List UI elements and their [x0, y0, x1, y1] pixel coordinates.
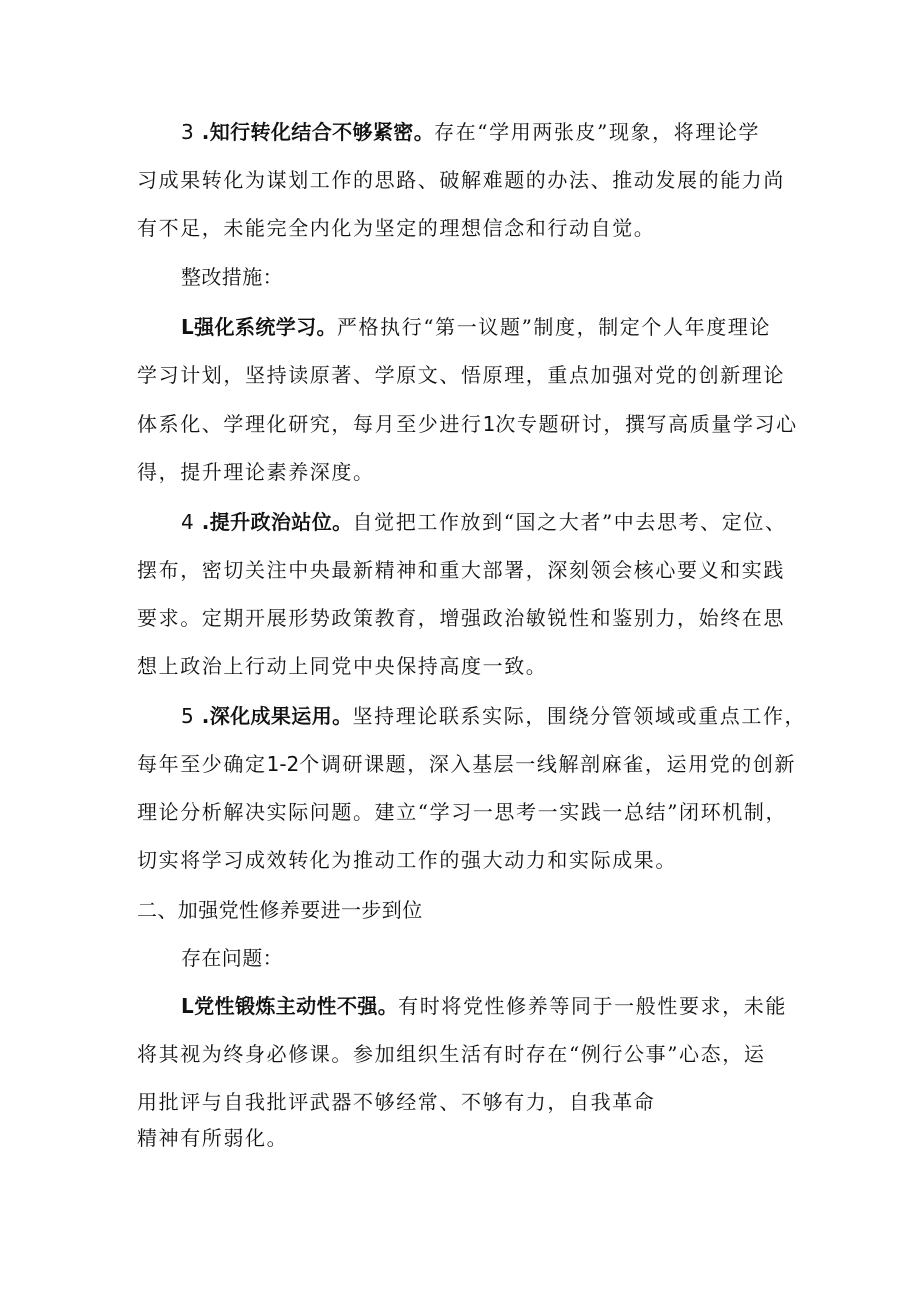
measure-1-title: L强化系统学习。 [181, 315, 337, 339]
measure-5-line-3: 理论分析解决实际问题。建立“学习一思考一实践一总结”闭环机制， [137, 800, 788, 824]
problem-1-title: L党性锻炼主动性不强。 [181, 994, 399, 1018]
problem-1-line-1: L党性锻炼主动性不强。有时将党性修养等同于一般性要求，未能 [181, 994, 787, 1018]
measure-1-line-2: 学习计划，坚持读原著、学原文、悟原理，重点加强对党的创新理论 [137, 363, 785, 387]
measure-1-line-4: 得，提升理论素养深度。 [137, 460, 375, 484]
measure-5-title: .深化成果运用。 [201, 704, 353, 728]
measure-1-line-1: L强化系统学习。严格执行“第一议题”制度，制定个人年度理论 [181, 315, 772, 339]
measure-1-line-3: 体系化、学理化研究，每月至少进行1次专题研讨，撰写高质量学习心 [137, 412, 798, 436]
measure-5-line-2: 每年至少确定1-2个调研课题，深入基层一线解剖麻雀，运用党的创新 [137, 752, 797, 776]
measure-5-line-1: 5 .深化成果运用。坚持理论联系实际，围绕分管领域或重点工作， [181, 704, 807, 728]
section-2-heading: 二、加强党性修养要进一步到位 [137, 898, 423, 922]
paragraph-3-line-3: 有不足，未能完全内化为坚定的理想信念和行动自觉。 [137, 216, 656, 240]
measure-4-line-4: 想上政治上行动上同党中央保持高度一致。 [137, 654, 548, 678]
measure-4-line-1: 4 .提升政治站位。自觉把工作放到“国之大者”中去思考、定位、 [181, 510, 787, 534]
measure-4-line-3: 要求。定期开展形势政策教育，增强政治敏锐性和鉴别力，始终在思 [137, 606, 785, 630]
measures-heading: 整改措施： [181, 265, 283, 289]
paragraph-3-line-2: 习成果转化为谋划工作的思路、破解难题的办法、推动发展的能力尚 [137, 168, 785, 192]
paragraph-3-title: .知行转化结合不够紧密。 [201, 120, 435, 144]
paragraph-3-line-1: 3 .知行转化结合不够紧密。存在“学用两张皮”现象，将理论学 [181, 120, 761, 144]
problem-1-line-3: 用批评与自我批评武器不够经常、不够有力，自我革命 [137, 1090, 656, 1114]
measure-5-line-4: 切实将学习成效转化为推动工作的强大动力和实际成果。 [137, 848, 677, 872]
problem-1-line-2: 将其视为终身必修课。参加组织生活有时存在“例行公事”心态，运 [137, 1042, 766, 1066]
measure-4-line-2: 摆布，密切关注中央最新精神和重大部署，深刻领会核心要义和实践 [137, 558, 785, 582]
problem-1-line-4: 精神有所弱化。 [137, 1126, 289, 1150]
problems-heading: 存在问题： [181, 946, 283, 970]
measure-4-title: .提升政治站位。 [201, 510, 353, 534]
